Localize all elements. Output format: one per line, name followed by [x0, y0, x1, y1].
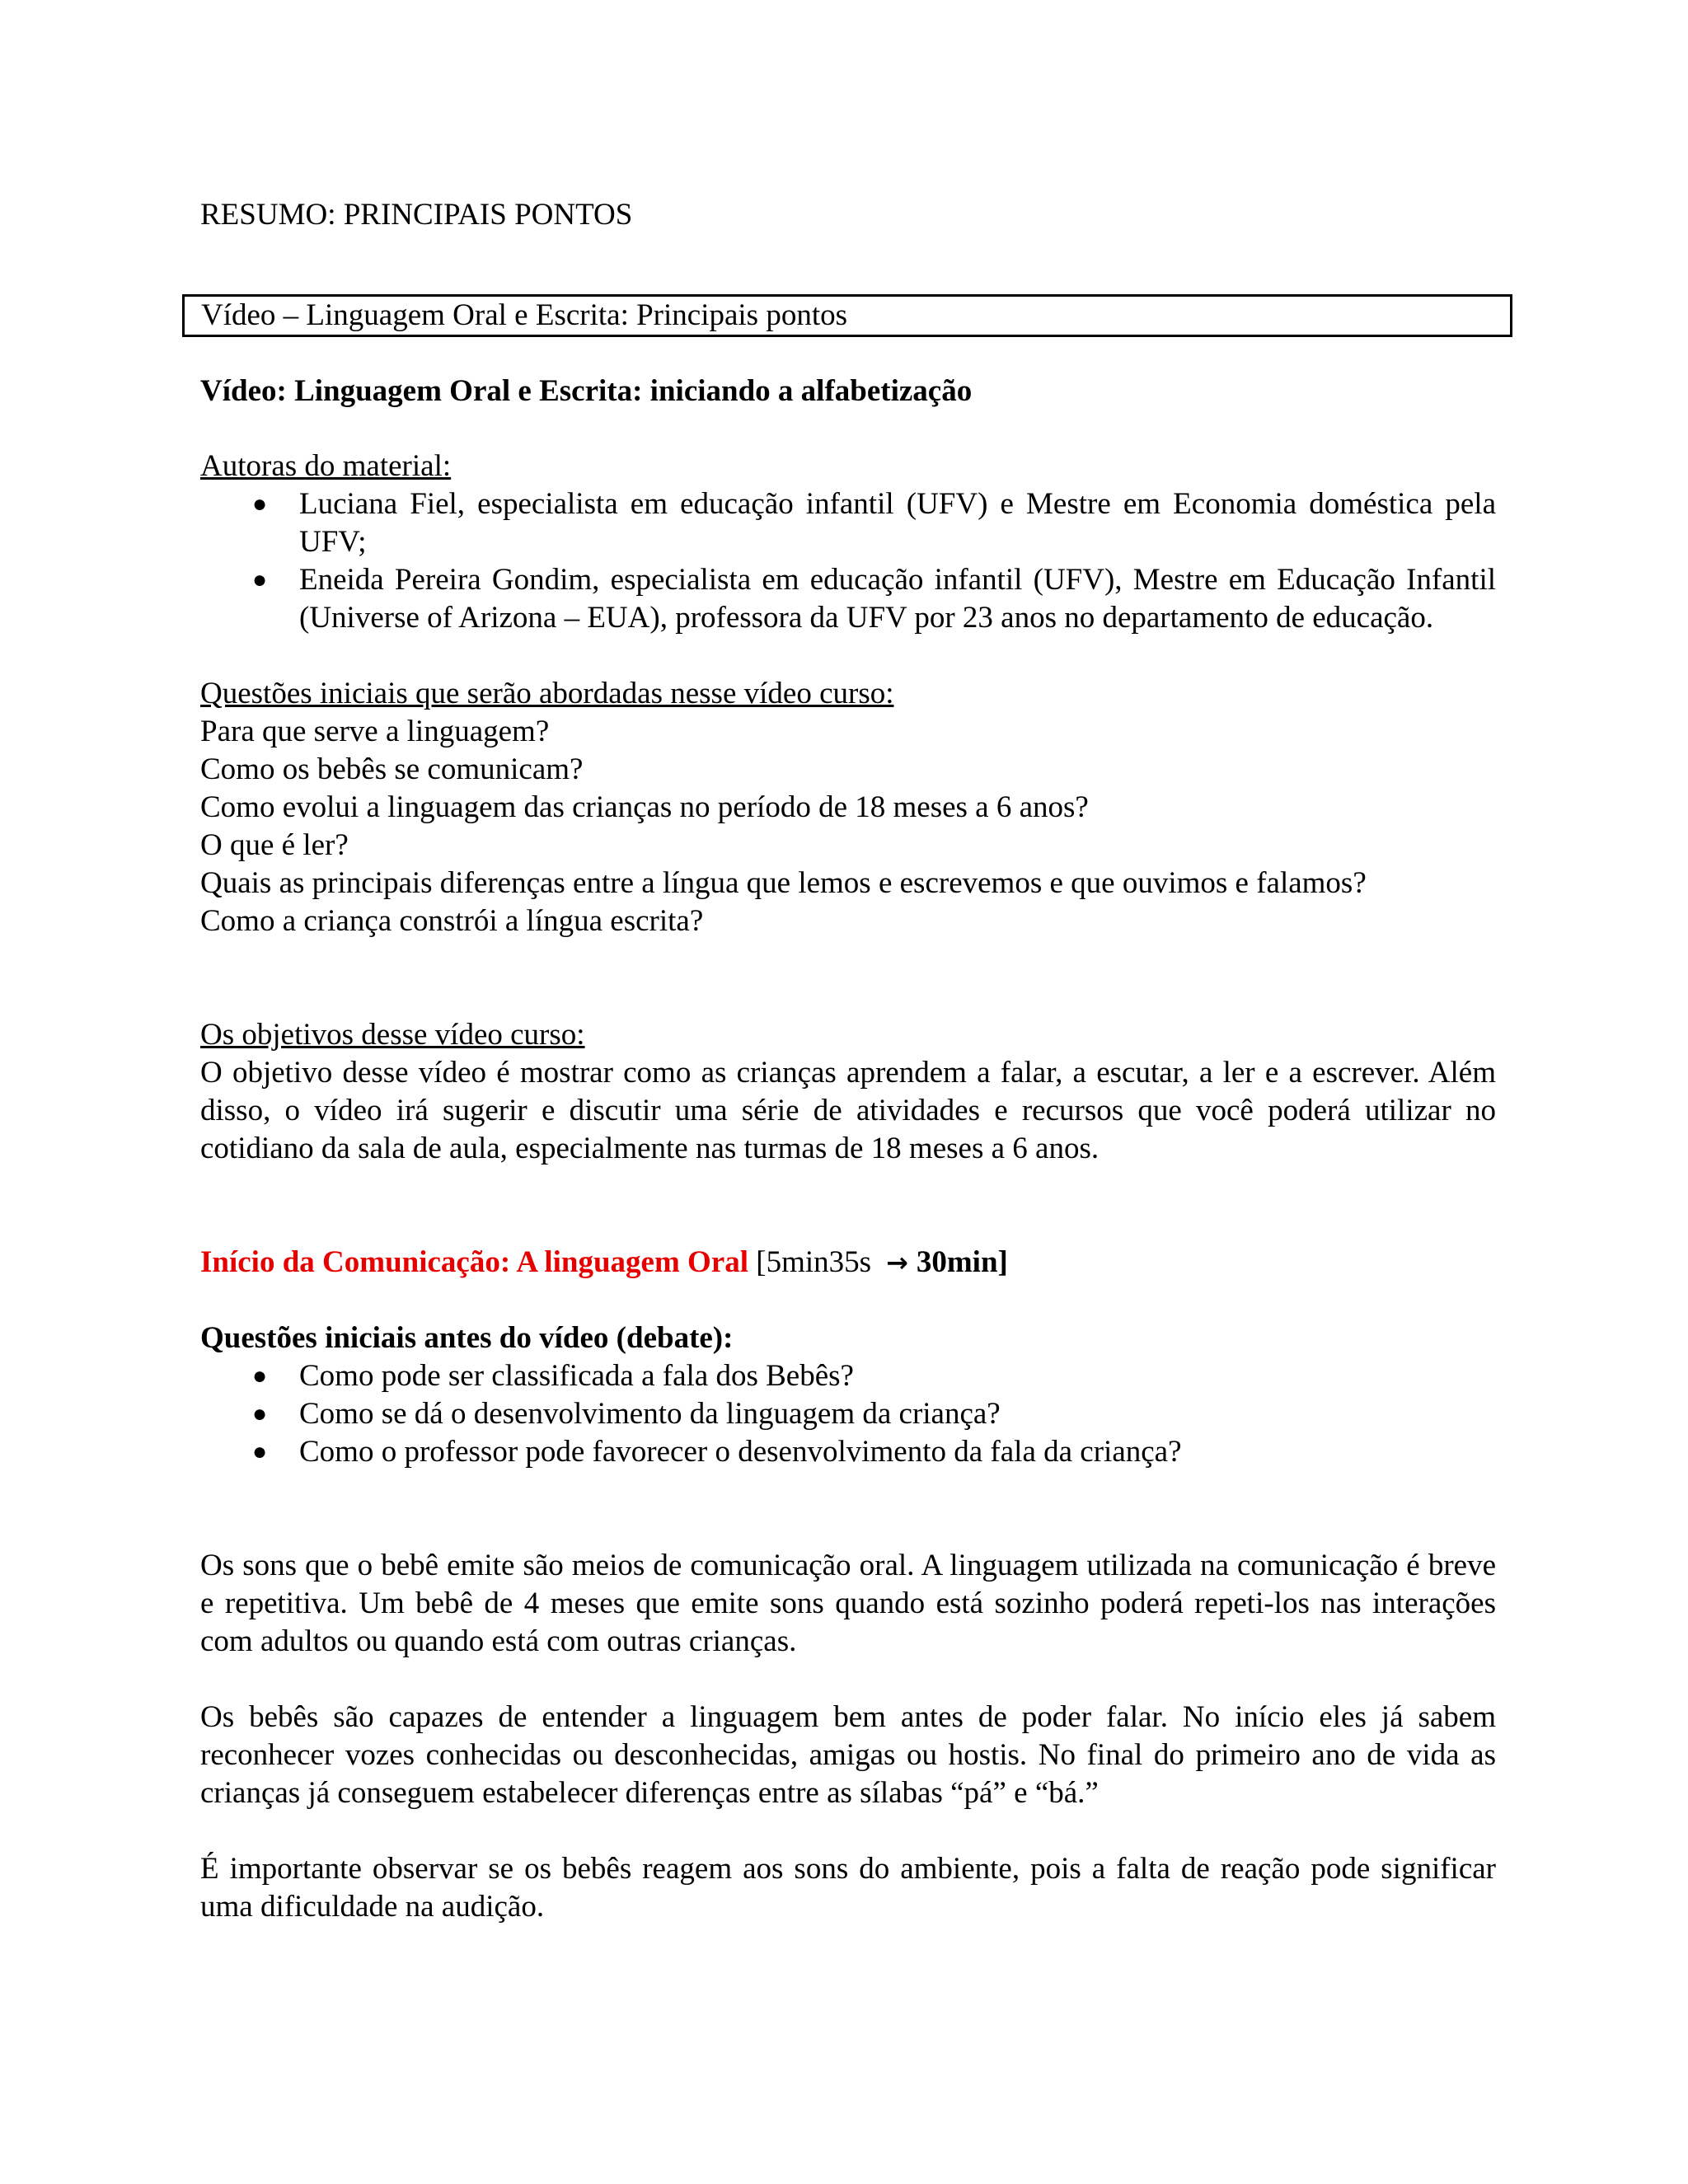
video-heading: Vídeo: Linguagem Oral e Escrita: iniciando a alfabetização: [200, 374, 973, 408]
list-item: [200, 1357, 1496, 1395]
question-line: Para que serve a linguagem?: [200, 715, 550, 748]
author-text: Luciana Fiel, especialista em educação infantil (UFV) e Mestre em Economia doméstica pela UFV;: [299, 487, 1496, 559]
bullet-icon: ●: [252, 1362, 268, 1390]
author-text: Eneida Pereira Gondim, especialista em educação infantil (UFV), Mestre em Educação Infantil (Universe of Arizona – EUA), professora da UFV por 23 anos no departamento de educação.: [299, 563, 1496, 635]
list-item: [200, 561, 1496, 637]
initial-questions-label: Questões iniciais que serão abordadas nesse vídeo curso:: [200, 677, 894, 710]
document-body: [200, 196, 1496, 1926]
spacer: [200, 234, 1496, 373]
list-item: [200, 1433, 1496, 1471]
spacer: [200, 637, 1496, 675]
question-line: Como a criança constrói a língua escrita?: [200, 904, 704, 938]
question-line: Quais as principais diferenças entre a língua que lemos e escrevemos e que ouvimos e falamos?: [200, 866, 1367, 900]
bullet-icon: ●: [252, 1400, 268, 1427]
spacer: [200, 1812, 1496, 1850]
arrow-right-icon: →: [886, 1247, 908, 1278]
list-item: [200, 485, 1496, 561]
bullet-icon: ●: [252, 1438, 268, 1465]
bullet-icon: ●: [252, 490, 268, 518]
question-line: Como os bebês se comunicam?: [200, 752, 584, 786]
pre-questions-label: Questões iniciais antes do vídeo (debate):: [200, 1321, 734, 1355]
authors-label: Autoras do material:: [200, 449, 452, 483]
objectives-text: O objetivo desse vídeo é mostrar como as crianças aprendem a falar, a escutar, a ler e a escrever. Além disso, o vídeo irá sugerir e discutir uma série de atividades e recursos que você poderá utilizar no cotidiano da sala de aula, especialmente nas turmas de 18 meses a 6 anos.: [200, 1056, 1496, 1165]
body-paragraph: Os sons que o bebê emite são meios de comunicação oral. A linguagem utilizada na comunicação é breve e repetitiva. Um bebê de 4 meses que emite sons quando está sozinho poderá repeti-los nas interações com adultos ou quando está com outras crianças.: [200, 1549, 1496, 1658]
section-title: Início da Comunicação: A linguagem Oral: [200, 1245, 749, 1279]
question-line: O que é ler?: [200, 828, 349, 862]
section-heading: [200, 1244, 1496, 1282]
question-line: Como evolui a linguagem das crianças no período de 18 meses a 6 anos?: [200, 790, 1089, 824]
spacer: [200, 1661, 1496, 1699]
list-item: [200, 1395, 1496, 1433]
section-time-start: [5min35s: [756, 1245, 872, 1279]
spacer: [200, 940, 1496, 1016]
authors-list: [200, 485, 1496, 637]
spacer: [200, 1282, 1496, 1319]
boxed-title: Vídeo – Linguagem Oral e Escrita: Principais pontos: [182, 294, 1512, 337]
body-paragraph: É importante observar se os bebês reagem aos sons do ambiente, pois a falta de reação pode significar uma dificuldade na audição.: [200, 1852, 1496, 1924]
spacer: [200, 410, 1496, 448]
question-text: Como pode ser classificada a fala dos Bebês?: [299, 1359, 854, 1393]
spacer: [200, 1168, 1496, 1244]
section-time-end: 30min]: [916, 1245, 1008, 1279]
question-text: Como se dá o desenvolvimento da linguagem da criança?: [299, 1397, 1001, 1431]
bullet-icon: ●: [252, 566, 268, 593]
question-text: Como o professor pode favorecer o desenvolvimento da fala da criança?: [299, 1435, 1182, 1469]
document-title: RESUMO: PRINCIPAIS PONTOS: [200, 198, 633, 232]
objectives-label: Os objetivos desse vídeo curso:: [200, 1018, 585, 1052]
pre-questions-list: [200, 1357, 1496, 1471]
spacer: [200, 1471, 1496, 1547]
body-paragraph: Os bebês são capazes de entender a linguagem bem antes de poder falar. No início eles já sabem reconhecer vozes conhecidas ou desconhecidas, amigas ou hostis. No final do primeiro ano de vida as crianças já conseguem estabelecer diferenças entre as sílabas “pá” e “bá.”: [200, 1700, 1496, 1810]
